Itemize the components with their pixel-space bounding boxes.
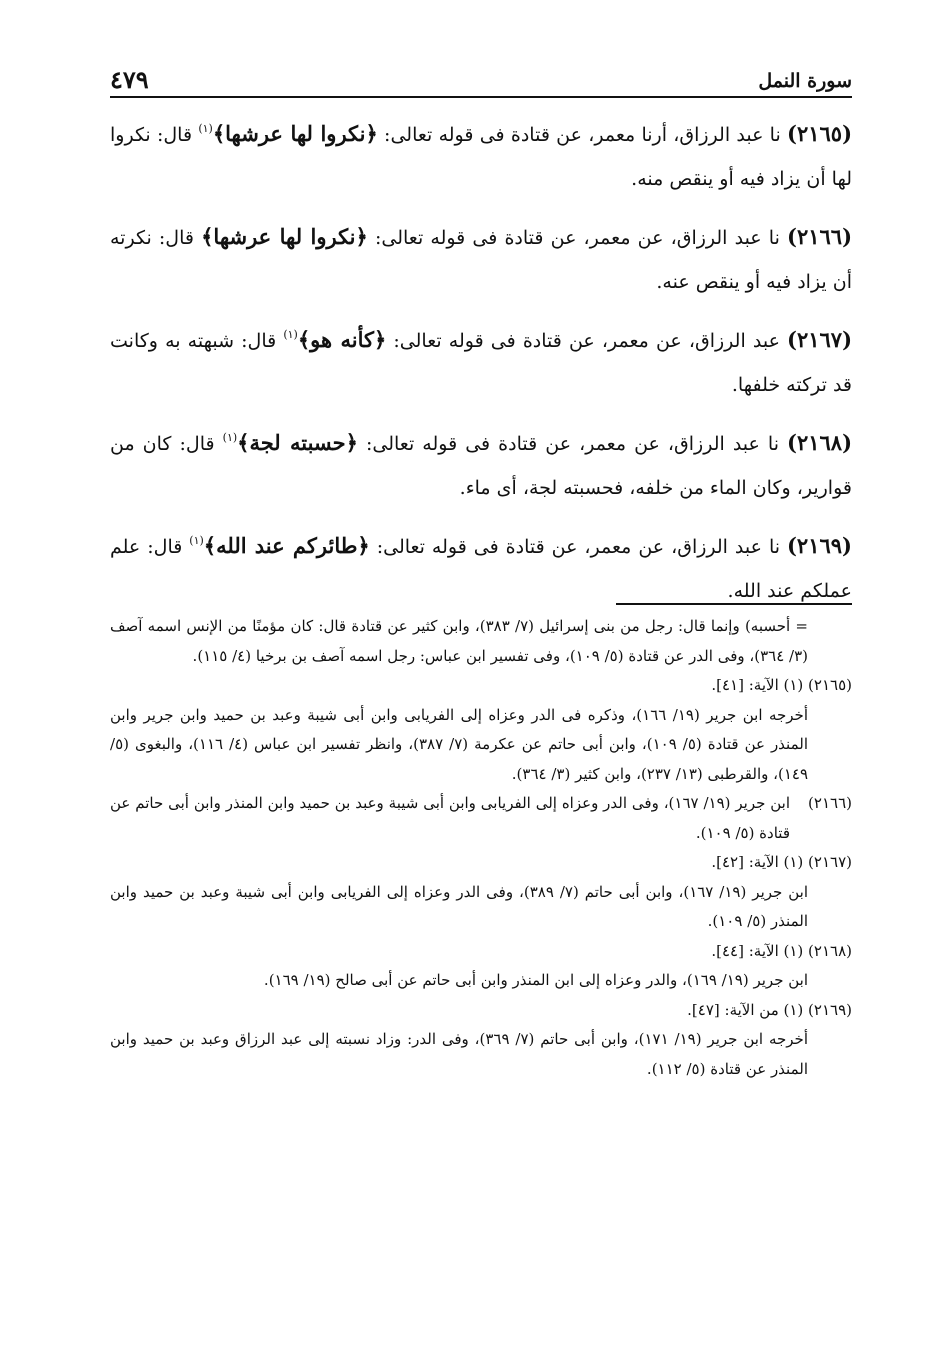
entry-text: قال: نكروا لها أن يزاد فيه أو ينقص منه.: [110, 124, 852, 190]
footnote-body-2168: ابن جرير (١٩/ ١٦٩)، والدر وعزاه إلى ابن المنذر وابن أبى حاتم عن أبى صالح (١٩/ ١٦٩).: [263, 971, 808, 989]
footnote-label-2168: (٢١٦٨) (١) الآية: [٤٤].: [711, 941, 852, 960]
entry-number: (٢١٦٥): [787, 121, 853, 146]
entry-number: (٢١٦٨): [787, 430, 853, 455]
footnote-separator: [616, 603, 852, 605]
entry-2166: [110, 215, 852, 304]
footnote-marker[interactable]: (١): [222, 431, 238, 444]
footnote-label-2169: (٢١٦٩) (١) من الآية: [٤٧].: [687, 1000, 852, 1019]
page-header: [110, 58, 852, 98]
footnote-key-2166: (٢١٦٦): [808, 794, 852, 812]
entry-text: نا عبد الرزاق، أرنا معمر، عن قتادة فى قوله تعالى:: [377, 124, 788, 146]
entry-text: قال: علم عملكم عند الله.: [110, 536, 852, 602]
entry-2169: [110, 524, 852, 613]
page-number: ٤٧٩: [110, 65, 149, 94]
entry-2168: [110, 421, 852, 510]
entry-number: (٢١٦٦): [787, 224, 853, 249]
entry-text: عبد الرزاق، عن معمر، عن قتادة فى قوله تعالى:: [386, 330, 788, 352]
entry-2165: [110, 112, 852, 201]
surah-title: سورة النمل: [758, 70, 852, 92]
quran-quote: ﴿طائركم عند الله﴾: [203, 533, 370, 558]
quran-quote: ﴿حسبته لجة﴾: [237, 430, 358, 455]
entry-text: نا عبد الرزاق، عن معمر، عن قتادة فى قوله تعالى:: [369, 536, 787, 558]
footnotes: [110, 612, 852, 1084]
footnote-continuation: = أحسبه) وإنما قال: رجل من بنى إسرائيل (٧/ ٣٨٣)، وابن كثير عن قتادة قال: كان مؤمنًا من الإنس اسمه آصف (٣/ ٣٦٤)، وفى الدر عن قتادة (٥/ ١٠٩)، وفى تفسير ابن عباس: رجل اسمه آصف بن برخيا (٤/ ١١٥).: [110, 617, 808, 665]
entry-text: قال: نكرته أن يزاد فيه أو ينقص عنه.: [110, 227, 852, 293]
footnote-label-2167: (٢١٦٧) (١) الآية: [٤٢].: [711, 853, 852, 871]
footnote-label-2165: (٢١٦٥) (١) الآية: [٤١].: [711, 676, 852, 694]
footnote-marker[interactable]: (١): [283, 328, 298, 341]
entry-text: قال: كان من قوارير، وكان الماء من خلفه، فحسبته لجة، أى ماء.: [110, 433, 852, 499]
entry-text: نا عبد الرزاق، عن معمر، عن قتادة فى قوله تعالى:: [367, 227, 788, 249]
entry-text: قال: شبهته به وكانت قد تركته خلفها.: [110, 330, 852, 396]
footnote-body-2169: أخرجه ابن جرير (١٩/ ١٧١)، وابن أبى حاتم (٧/ ٣٦٩)، وفى الدر: وزاد نسبته إلى عبد الرزاق وعبد بن حميد وابن المنذر عن قتادة (٥/ ١١٢).: [110, 1030, 808, 1078]
entry-number: (٢١٦٩): [786, 533, 852, 558]
quran-quote: ﴿نكروا لها عرشها﴾: [201, 224, 368, 249]
entry-text: نا عبد الرزاق، عن معمر، عن قتادة فى قوله تعالى:: [357, 433, 788, 455]
entry-2167: [110, 318, 852, 407]
quran-quote: ﴿نكروا لها عرشها﴾: [212, 121, 378, 146]
quran-quote: ﴿كأنه هو﴾: [297, 327, 387, 352]
footnote-body-2166: ابن جرير (١٩/ ١٦٧)، وفى الدر وعزاه إلى الفريابى وابن أبى شيبة وعبد بن حميد وابن المنذر وابن أبى حاتم عن قتادة (٥/ ١٠٩).: [110, 794, 791, 842]
footnote-body-2165: أخرجه ابن جرير (١٩/ ١٦٦)، وذكره فى الدر وعزاه إلى الفريابى وابن أبى شيبة وعبد بن حميد وابن جرير وابن المنذر عن قتادة (٥/ ١٠٩)، وابن أبى حاتم عن عكرمة (٧/ ٣٨٧)، وانظر تفسير ابن عباس (٤/ ١١٦)، والبغوى (٥/ ١٤٩)، والقرطبى (١٣/ ٢٣٧)، وابن كثير (٣/ ٣٦٤).: [110, 705, 808, 783]
footnote-2166: [110, 789, 852, 848]
main-text: [110, 112, 852, 627]
entry-number: (٢١٦٧): [787, 327, 853, 352]
footnote-marker[interactable]: (١): [189, 534, 204, 547]
footnote-marker[interactable]: (١): [198, 122, 213, 135]
footnote-body-2167: ابن جرير (١٩/ ١٦٧)، وابن أبى حاتم (٧/ ٣٨٩)، وفى الدر وعزاه إلى الفريابى وابن أبى شيبة وعبد بن حميد وابن المنذر (٥/ ١٠٩).: [110, 882, 809, 930]
